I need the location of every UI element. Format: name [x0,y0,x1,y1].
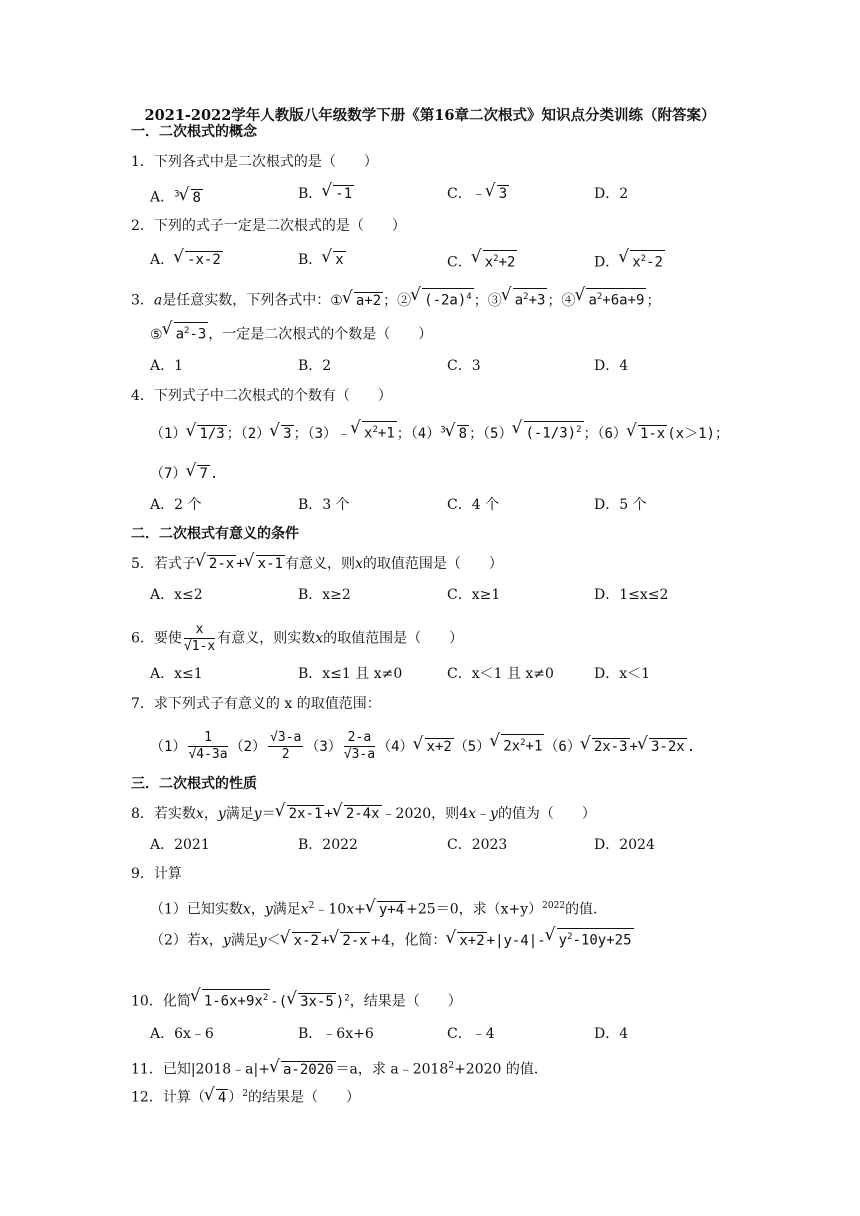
q8-option-c: C．2023 [447,837,508,853]
document-title: 2021-2022学年人教版八年级数学下册《第16章二次根式》知识点分类训练（附答案） [144,107,716,124]
q2-option-a: A．√ -x-2 [150,250,223,270]
q2-option-b: B．√ x [298,250,346,270]
q3-option-c: C．3 [447,358,481,374]
q6-option-a: A．x≤1 [150,666,203,682]
question-7-stem: 7．求下列式子有意义的 x 的取值范围： [131,696,381,712]
q8-option-d: D．2024 [594,837,655,853]
q6-option-d: D．x＜1 [594,666,651,682]
q5-option-c: C．x≥1 [447,587,501,603]
q3-option-a: A．1 [150,358,184,374]
question-5-stem: 5．若式子√ 2-x +√ x-1 有意义，则x的取值范围是（ ） [131,554,503,574]
question-10-stem: 10．化简√ $1-6x+9x^2$ -(√ 3x-5 )$^2$，结果是（ ） [131,988,462,1012]
question-6-stem: 6．要使 $\frac{x}{√1-x}$ 有意义，则实数x的取值范围是（ ） [131,622,464,654]
question-11-stem: 11．已知|2018﹣a|+√ a-2020 ＝a，求 $a﹣2018^2+2020$ 的值． [131,1056,548,1080]
section-heading-3: 三．二次根式的性质 [131,776,257,792]
question-12-stem: 12．计算（√ 4 ）$^2$的结果是（ ） [131,1084,360,1108]
question-9-part-2: （2）若x，y满足y＜√ x-2 +√ 2-x +4，化简：√ x+2 +|y-4|-√ $y^2-10y+25$ [150,928,634,951]
q4-option-d: D．5 个 [594,497,647,513]
q4-option-b: B．3 个 [298,497,350,513]
q5-option-d: D．1≤x≤2 [594,587,669,603]
section-heading-2: 二．二次根式有意义的条件 [131,526,299,542]
question-1-stem: 1．下列各式中是二次根式的是（ ） [131,154,378,170]
q5-option-b: B．x≥2 [298,587,351,603]
q8-option-b: B．2022 [298,837,358,853]
q3-option-b: B．2 [298,358,332,374]
q6-option-b: B．x≤1 且 x≠0 [298,666,403,682]
q4-option-c: C．4 个 [447,497,500,513]
question-2-stem: 2．下列的式子一定是二次根式的是（ ） [131,218,406,234]
question-9-part-1: （1）已知实数x，y满足$x^2﹣10x+√$ y+4 +25＝0，求$(x+y)^{2022}$的值． [150,896,607,920]
question-3-stem-line2: ⑤√ $a^2-3$ ，一定是二次根式的个数是（ ） [150,322,432,345]
q3-option-d: D．4 [594,358,629,374]
question-8-stem: 8．若实数x，y满足y＝√ 2x-1 +√ 2-4x ﹣2020，则4x﹣y的值为（ ） [131,804,596,824]
q10-option-a: A．6x﹣6 [150,1026,214,1042]
section-heading-1: 一．二次根式的概念 [131,124,257,140]
q1-option-d: D．2 [594,186,629,202]
question-7-items: （1） $\frac{1}{√4-3a}$ （2） $\frac{√3-a}{2}$ （3） $\frac{2-a}{√3-a}$ （4）√ x+2 （5）√ $2x^2+1$ （6）√ 2x-3 +√ 3-2x . [150,730,695,763]
q10-option-c: C．﹣4 [447,1026,495,1042]
question-4-items: （1）√ 1/3 ；（2）√ 3 ；（3）﹣√ $x^2+1$ ；$(4)^3√$ 8 ；（5）√ $(-1/3)^2$ ；（6）√ 1-x (x＞1)； [150,420,729,444]
question-3-stem: 3．a是任意实数，下列各式中：①√ a+2 ；②√ $(-2a)^4$ ；③√ $a^2+3$ ；④√ $a^2+6a+9$ ； [131,288,660,311]
question-4-items-line2: （7）√ 7 . [150,464,218,484]
q2-option-d: D．√ $x^2-2$ [594,250,665,273]
q5-option-a: A．x≤2 [150,587,203,603]
q10-option-b: B．﹣6x+6 [298,1026,374,1042]
q8-option-a: A．2021 [150,837,210,853]
q10-option-d: D．4 [594,1026,629,1042]
q1-option-a: A．$^3$√ 8 [150,184,203,208]
q1-option-b: B．√ -1 [298,184,354,204]
q1-option-c: C．﹣√ 3 [447,184,509,204]
question-9-stem: 9．计算 [131,866,182,882]
q4-option-a: A．2 个 [150,497,202,513]
q2-option-c: C．√ $x^2+2$ [447,250,517,273]
q6-option-c: C．x＜1 且 x≠0 [447,666,554,682]
question-4-stem: 4．下列式子中二次根式的个数有（ ） [131,388,392,404]
